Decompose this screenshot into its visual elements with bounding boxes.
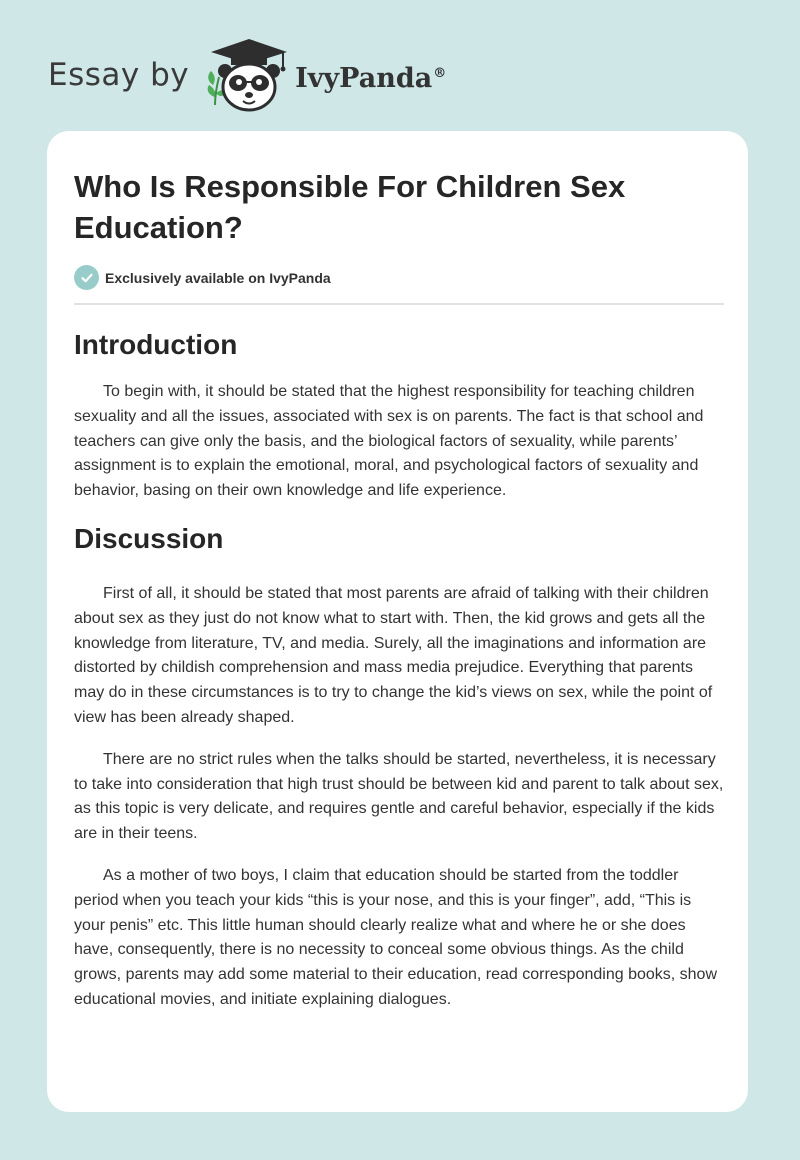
brand-name[interactable]: IvyPanda® <box>295 62 447 94</box>
paragraph: First of all, it should be stated that most parents are afraid of talking with their children about sex as they just do not know what to start with. Then, the kid grows and gets all the knowledge from literature, TV, and media. Surely, all the imaginations and information are distorted by childish comprehension and mass media prejudice. Everything that parents may do in these circumstances is to try to change the kid’s views on sex, while the point of view has been already shaped. <box>74 584 713 726</box>
page-title: Who Is Responsible For Children Sex Education? <box>74 169 626 245</box>
exclusive-badge <box>74 265 724 290</box>
paragraph: As a mother of two boys, I claim that education should be started from the toddler period when you teach your kids “this is your nose, and this is your finger”, add, “This is your penis” etc. This little human should clearly realize what and where he or she does have, consequently, there is no necessity to conceal some obvious things. As the child grows, parents may add some material to their education, read corresponding books, show educational movies, and initiate explaining dialogues. <box>74 866 718 1008</box>
paragraph: To begin with, it should be stated that the highest responsibility for teaching children sexuality and all the issues, associated with sex is on parents. The fact is that school and teachers can give only the basis, and the biological factors of sexuality, while parents’ assignment is to explain the emotional, moral, and psychological factors of sexuality and behavior, basing on their own knowledge and life experience. <box>74 383 704 500</box>
site-header <box>48 30 446 120</box>
title-divider <box>74 303 724 305</box>
section-heading-introduction: Introduction <box>74 329 238 360</box>
paragraph: There are no strict rules when the talks should be started, nevertheless, it is necessary to take into consideration that high trust should be between kid and parent to talk about sex, as this topic is very delicate, and requires gentle and careful behavior, especially if the kids are in their teens. <box>74 750 724 843</box>
essay-content <box>74 131 724 1013</box>
section-heading-discussion: Discussion <box>74 522 224 554</box>
panda-graduation-cap-logo-icon[interactable] <box>203 35 293 115</box>
essay-card <box>47 131 748 1112</box>
check-circle-icon <box>74 265 99 290</box>
essay-by-label: Essay by <box>48 57 190 93</box>
exclusive-badge-text: Exclusively available on IvyPanda <box>105 269 331 286</box>
